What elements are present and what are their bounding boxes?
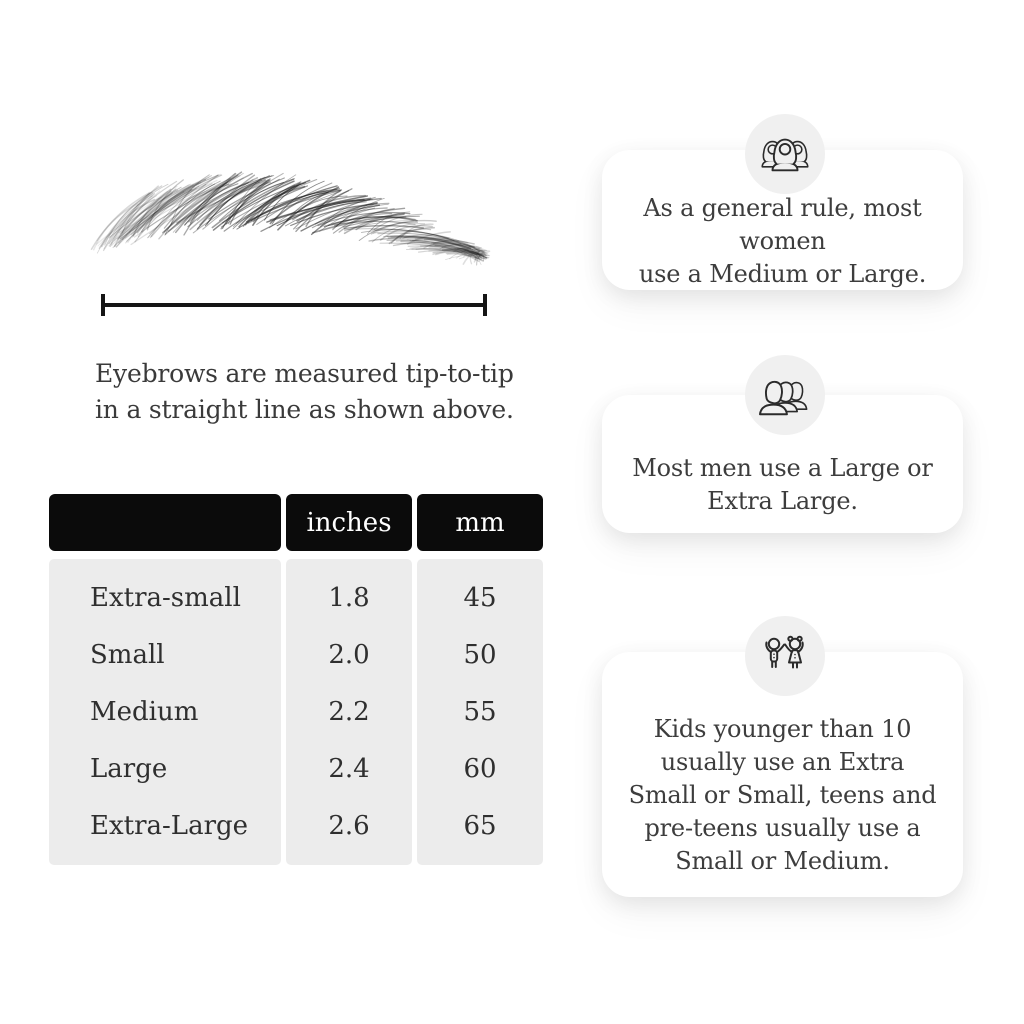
table-cell-inches: 2.6 <box>328 811 370 842</box>
tip-text-kids: Kids younger than 10 usually use an Extra Small or Small, teens and pre-teens usually use a Small or Medium. <box>628 715 937 875</box>
measurement-line <box>102 303 486 307</box>
measurement-line-left-tick <box>101 294 105 316</box>
table-row-label: Small <box>90 639 165 670</box>
children-icon <box>761 634 809 678</box>
men-group-icon <box>759 374 811 416</box>
table-cell-mm: 50 <box>463 639 497 670</box>
caption-line-1: Eyebrows are measured tip-to-tip <box>95 359 514 388</box>
table-cell-mm: 60 <box>463 754 497 785</box>
table-row-label: Extra-Large <box>90 811 249 842</box>
table-row-label: Extra-small <box>90 582 241 613</box>
table-cell-inches: 1.8 <box>328 582 370 613</box>
caption-line-2: in a straight line as shown above. <box>95 395 514 424</box>
size-table-inches-column <box>286 559 412 865</box>
table-cell-mm: 45 <box>463 582 497 613</box>
eyebrow-illustration <box>80 152 500 277</box>
measurement-line-right-tick <box>483 294 487 316</box>
women-group-icon <box>760 133 810 175</box>
table-row-label: Medium <box>90 696 199 727</box>
size-table-header-inches: inches <box>286 494 412 551</box>
table-cell-inches: 2.0 <box>328 639 370 670</box>
size-table-header-blank <box>49 494 281 551</box>
men-badge <box>745 355 825 435</box>
size-table-header-mm: mm <box>417 494 543 551</box>
table-cell-inches: 2.4 <box>328 754 370 785</box>
table-cell-inches: 2.2 <box>328 696 370 727</box>
size-table-mm-column <box>417 559 543 865</box>
measurement-caption <box>95 356 514 428</box>
table-cell-mm: 55 <box>463 696 497 727</box>
size-table-label-column <box>49 559 281 865</box>
table-cell-mm: 65 <box>463 811 497 842</box>
table-row-label: Large <box>90 754 168 785</box>
kids-badge <box>745 616 825 696</box>
women-badge <box>745 114 825 194</box>
size-table <box>49 494 543 865</box>
tip-text-women: As a general rule, most women use a Medium or Large. <box>638 193 927 288</box>
tip-text-men: Most men use a Large or Extra Large. <box>632 454 933 515</box>
